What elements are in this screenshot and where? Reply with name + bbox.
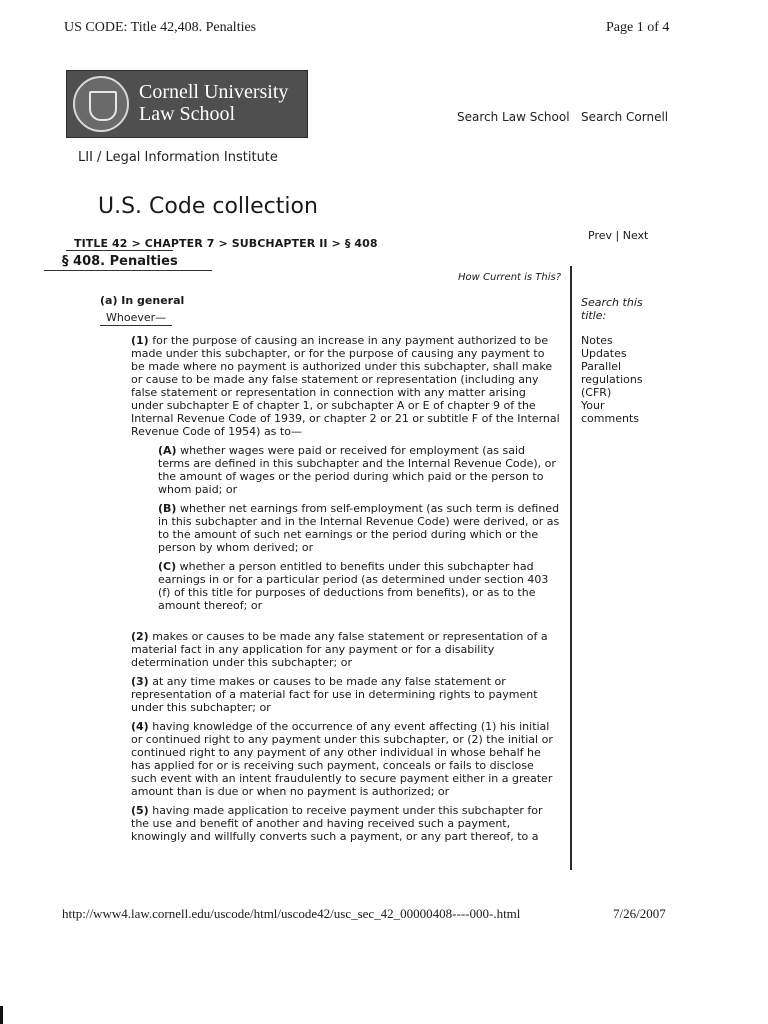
cornell-seal-icon — [73, 76, 129, 132]
breadcrumb-separator: > — [218, 237, 228, 250]
section-title-rule — [44, 270, 212, 271]
page-title: U.S. Code collection — [98, 194, 318, 219]
breadcrumb-separator: > — [331, 237, 341, 250]
paragraph-text: for the purpose of causing an increase in any payment authorized to be made under this subchapter, or for the purpose of causing any payment to be made where no payment is authorized under this subchapter, shall make or cause to be made any false statement or representation (including any false statement or representation in connection with any matter arising under subchapter E of chapter 1, or subchapter A or E of chapter 9 of the Internal Revenue Code of 1939, or chapter 2 or 21 or subtitle F of the Internal Revenue Code of 1954) as to— — [131, 334, 560, 438]
paragraph-text: at any time makes or causes to be made any false statement or representation of a material fact for use in determining rights to payment under this subchapter; or — [131, 675, 538, 714]
search-law-school-link[interactable]: Search Law School — [457, 110, 570, 124]
breadcrumb-title-42[interactable]: TITLE 42 — [74, 237, 128, 250]
search-cornell-link[interactable]: Search Cornell — [581, 110, 669, 124]
logo-line-1: Cornell University — [139, 81, 289, 103]
logo-line-2: Law School — [139, 103, 236, 125]
paragraph-2 — [131, 630, 560, 669]
paragraph-text: makes or causes to be made any false statement or representation of a material fact in any application for any payment or for a disability determination under this subchapter; or — [131, 630, 548, 669]
statute-text — [100, 294, 560, 849]
section-title: § 408. Penalties — [62, 254, 178, 269]
cornell-law-logo[interactable] — [66, 70, 308, 138]
print-header-page: Page 1 of 4 — [606, 20, 670, 35]
paragraph-1 — [131, 334, 560, 438]
paragraph-number: (B) — [158, 502, 177, 515]
paragraph-number: (C) — [158, 560, 177, 573]
subparagraph-a — [158, 444, 560, 496]
sidebar-link-parallel-regulations[interactable]: Parallel regulations (CFR) — [581, 360, 643, 399]
footer-date: 7/26/2007 — [613, 906, 666, 921]
paragraph-number: (5) — [131, 804, 149, 817]
breadcrumb — [74, 237, 378, 250]
prev-next-nav — [588, 229, 648, 242]
sidebar-link-updates[interactable]: Updates — [581, 347, 627, 360]
paragraph-text: having knowledge of the occurrence of any event affecting (1) his initial or continued right to any payment under this subchapter, or (2) the initial or continued right to any payment of any other individual in whose behalf he has applied for or is receiving such payment, conceals or fails to disclose such event with an intent fraudulently to secure payment either in a greater amount than is due or when no payment is authorized; or — [131, 720, 553, 798]
breadcrumb-underline — [66, 250, 173, 251]
paragraph-number: (2) — [131, 630, 149, 643]
sidebar-divider — [570, 266, 572, 870]
prev-link[interactable]: Prev — [588, 229, 612, 242]
subparagraph-c — [158, 560, 560, 612]
next-link[interactable]: Next — [622, 229, 649, 242]
sidebar-link-your-comments[interactable]: Your comments — [581, 399, 639, 425]
paragraph-5 — [131, 804, 560, 843]
subsection-heading: (a) In general — [100, 294, 185, 307]
search-this-title-link[interactable]: Search this title: — [581, 296, 643, 322]
breadcrumb-subchapter-ii[interactable]: SUBCHAPTER II — [231, 237, 328, 250]
paragraph-3 — [131, 675, 560, 714]
paragraph-text: whether wages were paid or received for employment (as said terms are defined in this subchapter and the Internal Revenue Code), or the amount of wages or the period during which paid or the person to whom paid; or — [158, 444, 556, 496]
breadcrumb-chapter-7[interactable]: CHAPTER 7 — [144, 237, 215, 250]
paragraph-number: (4) — [131, 720, 149, 733]
paragraph-text: having made application to receive payment under this subchapter for the use and benefit of another and having received such a payment, knowingly and willfully converts such a payment, or any part thereof, to a — [131, 804, 543, 843]
footer-url: http://www4.law.cornell.edu/uscode/html/uscode42/usc_sec_42_00000408----000-.html — [62, 906, 521, 921]
lii-link[interactable]: LII / Legal Information Institute — [78, 150, 278, 165]
paragraph-4 — [131, 720, 560, 798]
how-current-link[interactable]: How Current is This? — [458, 272, 562, 283]
nav-divider: | — [615, 229, 620, 242]
subparagraph-b — [158, 502, 560, 554]
breadcrumb-separator: > — [131, 237, 141, 250]
paragraph-text: whether a person entitled to benefits under this subchapter had earnings in or for a particular period (as determined under section 403 (f) of this title for purposes of deductions from benefits), or as to the amount thereof; or — [158, 560, 549, 612]
paragraph-number: (3) — [131, 675, 149, 688]
sidebar-links — [581, 334, 661, 425]
print-header-title: US CODE: Title 42,408. Penalties — [64, 20, 257, 35]
paragraph-text: whether net earnings from self-employment (as such term is defined in this subchapter and in the Internal Revenue Code) were derived, or as to the amount of such net earnings or the period during which or the person by whom derived; or — [158, 502, 560, 554]
breadcrumb-section-408: § 408 — [344, 237, 378, 250]
paragraph-number: (1) — [131, 334, 149, 347]
whoever-text: Whoever— — [100, 311, 172, 326]
scan-edge-mark — [0, 1006, 3, 1024]
paragraph-number: (A) — [158, 444, 177, 457]
sidebar-link-notes[interactable]: Notes — [581, 334, 613, 347]
